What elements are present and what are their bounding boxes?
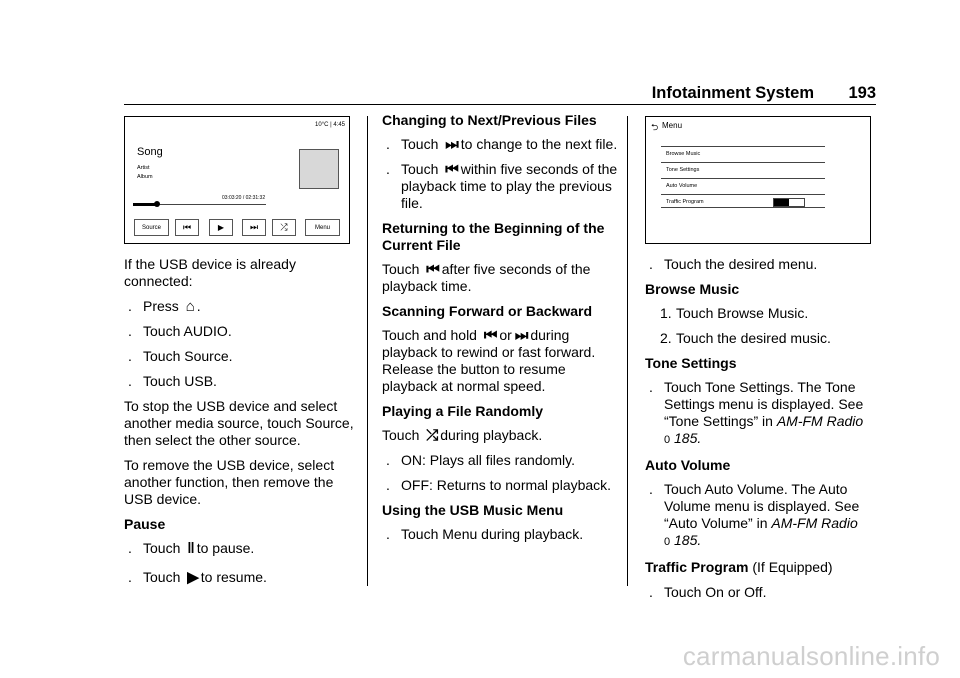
- paragraph: Touch ⤮ during playback.: [382, 427, 543, 444]
- progress-knob[interactable]: [154, 201, 160, 207]
- column-3: [645, 256, 877, 609]
- heading-scanning: Scanning Forward or Backward: [382, 303, 593, 319]
- list-item: . Touch ‖ to pause.: [128, 540, 255, 557]
- list-item: . Touch ⏮ within five seconds of the playback time to play the previous file.: [386, 161, 618, 211]
- list-item: . OFF: Returns to normal playback.: [386, 477, 612, 493]
- album-label: Album: [137, 174, 153, 180]
- list-item: . Touch On or Off.: [649, 584, 767, 600]
- heading-auto-volume: Auto Volume: [645, 457, 731, 473]
- back-icon[interactable]: ⮌: [651, 122, 659, 132]
- artist-label: Artist: [137, 165, 150, 171]
- page-reference-icon: 0: [664, 434, 671, 446]
- column-divider-2: [627, 116, 628, 586]
- reference-page: 185.: [674, 430, 702, 446]
- status-bar: 10°C | 4:45: [315, 122, 345, 128]
- menu-item-auto-volume[interactable]: Auto Volume: [661, 178, 825, 192]
- list-item: . Touch ▶ to resume.: [128, 569, 267, 586]
- list-item: . Touch Menu during playback.: [386, 526, 584, 542]
- play-icon: ▶: [187, 569, 199, 586]
- heading-random: Playing a File Randomly: [382, 403, 544, 419]
- menu-button[interactable]: Menu: [305, 219, 340, 236]
- usb-playback-screen: [124, 116, 350, 244]
- previous-track-icon: ⏮: [445, 161, 459, 178]
- previous-track-icon: ⏮: [483, 327, 498, 344]
- heading-usb-menu: Using the USB Music Menu: [382, 502, 564, 518]
- pause-icon: ‖: [187, 540, 195, 557]
- list-item: . Touch AUDIO.: [128, 323, 232, 339]
- paragraph: Touch and hold ⏮ or ⏭ during playback to rewind or fast forward. Release the button to resume playback at normal speed.: [382, 327, 596, 394]
- previous-track-button[interactable]: ⏮: [175, 219, 199, 236]
- heading-beginning: Returning to the Beginning of the Current File: [382, 220, 605, 253]
- heading-tone-settings: Tone Settings: [645, 355, 737, 371]
- heading-next-previous: Changing to Next/Previous Files: [382, 112, 597, 128]
- list-item: . Press ⌂ .: [128, 298, 201, 315]
- next-track-icon: ⏭: [445, 136, 459, 153]
- numbered-item: 2. Touch the desired music.: [660, 330, 831, 346]
- play-button[interactable]: ▶: [209, 219, 233, 236]
- list-item: . Touch Tone Settings. The Tone Settings menu is displayed. See “Tone Settings” in AM-FM Radio 0 185.: [649, 379, 864, 446]
- reference-page: 185.: [674, 532, 702, 548]
- album-art: [299, 149, 339, 189]
- section-title: Infotainment System: [651, 84, 814, 102]
- song-title: Song: [137, 146, 163, 158]
- shuffle-icon: ⤮: [426, 427, 439, 444]
- usb-menu-screen: [645, 116, 871, 244]
- numbered-item: 1. Touch Browse Music.: [660, 305, 809, 321]
- page-number: 193: [848, 84, 876, 102]
- list-item: . Touch ⏭ to change to the next file.: [386, 136, 618, 153]
- page-header: [124, 84, 876, 104]
- shuffle-button[interactable]: ⤮: [272, 219, 296, 236]
- page-reference-icon: 0: [664, 536, 671, 548]
- paragraph: To remove the USB device, select another function, then remove the USB device.: [124, 457, 335, 507]
- list-item: . Touch Source.: [128, 348, 233, 364]
- paragraph: Touch ⏮ after five seconds of the playback time.: [382, 261, 591, 294]
- paragraph: To stop the USB device and select another media source, touch Source, then select the other source.: [124, 398, 354, 448]
- previous-track-icon: ⏮: [426, 261, 440, 278]
- menu-item-tone-settings[interactable]: Tone Settings: [661, 162, 825, 176]
- heading-browse-music: Browse Music: [645, 281, 740, 297]
- watermark: carmanualsonline.info: [682, 641, 940, 671]
- header-rule: [124, 104, 876, 105]
- column-1: [124, 256, 356, 594]
- menu-item-traffic-program[interactable]: Traffic Program: [661, 194, 825, 208]
- list-item: . ON: Plays all files randomly.: [386, 452, 576, 468]
- heading-traffic-program: Traffic Program (If Equipped): [645, 559, 833, 575]
- menu-item-browse-music[interactable]: Browse Music: [661, 146, 825, 160]
- intro-text: If the USB device is already connected:: [124, 256, 296, 289]
- next-track-icon: ⏭: [514, 327, 529, 344]
- next-track-button[interactable]: ⏭: [242, 219, 266, 236]
- toggle-on-indicator: [774, 199, 789, 206]
- reference-link[interactable]: AM-FM Radio: [771, 515, 858, 531]
- list-item: . Touch Auto Volume. The Auto Volume menu is displayed. See “Auto Volume” in AM-FM Radio 0 185.: [649, 481, 860, 548]
- list-item: . Touch USB.: [128, 373, 217, 389]
- playback-time: 03:03:20 / 02:31:32: [222, 195, 266, 201]
- source-button[interactable]: Source: [134, 219, 169, 236]
- reference-link[interactable]: AM-FM Radio: [776, 413, 864, 429]
- traffic-program-toggle[interactable]: [773, 198, 805, 207]
- home-icon: ⌂: [185, 298, 195, 315]
- column-2: [382, 112, 618, 551]
- menu-title: Menu: [662, 121, 683, 130]
- column-divider-1: [367, 116, 368, 586]
- list-item: . Touch the desired menu.: [649, 256, 818, 272]
- heading-pause: Pause: [124, 516, 166, 532]
